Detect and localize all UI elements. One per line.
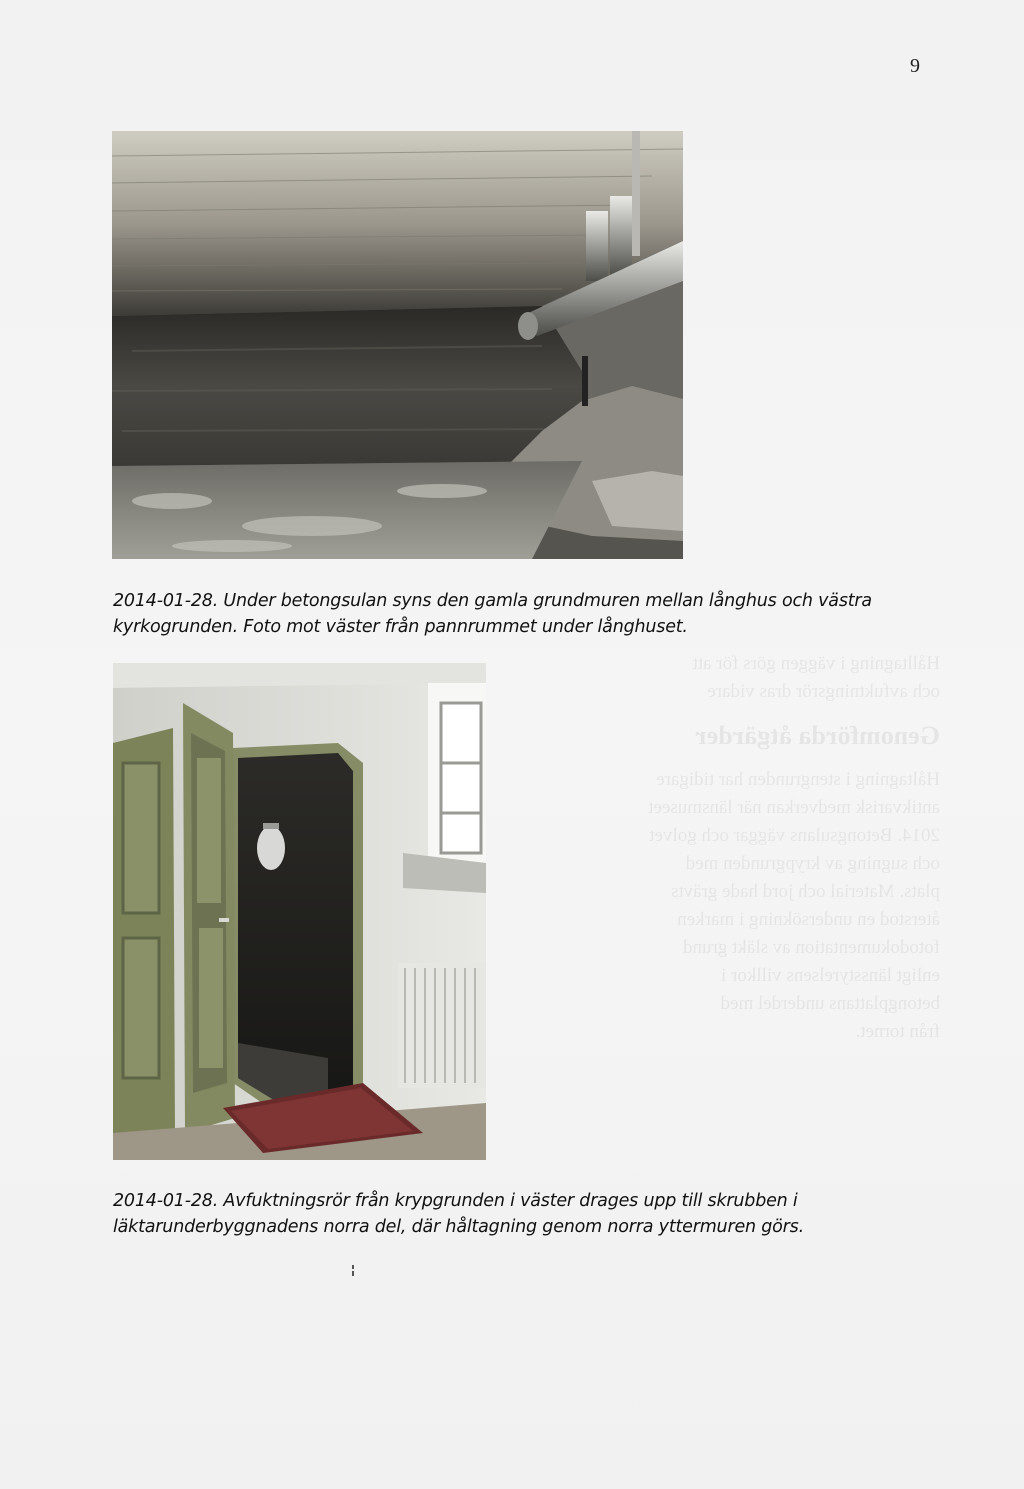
figure-caption-2 [113, 1188, 913, 1240]
caption-line: kyrkogrunden. Foto mot väster från pannrummet under långhuset. [113, 617, 688, 637]
stray-ink-mark [351, 1265, 355, 1277]
caption-line: 2014-01-28. Avfuktningsrör från krypgrunden i väster drages upp till skrubben i [113, 1191, 798, 1211]
figure-caption-1 [113, 588, 893, 640]
caption-line: 2014-01-28. Under betongsulan syns den gamla grundmuren mellan långhus och västra [113, 591, 872, 611]
bleed-through-text: Hålltagning i väggen görs för att och avfuktningsrör dras vidare Genomförda åtgärder Håltagning i stengrunden har tidigare antikvarisk medverkan när länsmuseet 2014. Betongsulans väggar och golvet och sugning av krypgrunden med plats. Material och jord hade grävts återstod en undersökning i marken fotodokumentation av släkt grund enligt länsstyrelsens villkor i betongplattans underdel med från tornet. [648, 653, 940, 1042]
caption-line: läktarunderbyggnadens norra del, där håltagning genom norra yttermuren görs. [113, 1217, 804, 1237]
doorway-photo [113, 663, 486, 1160]
crawlspace-photo [112, 131, 683, 559]
page-number: 9 [910, 55, 920, 77]
